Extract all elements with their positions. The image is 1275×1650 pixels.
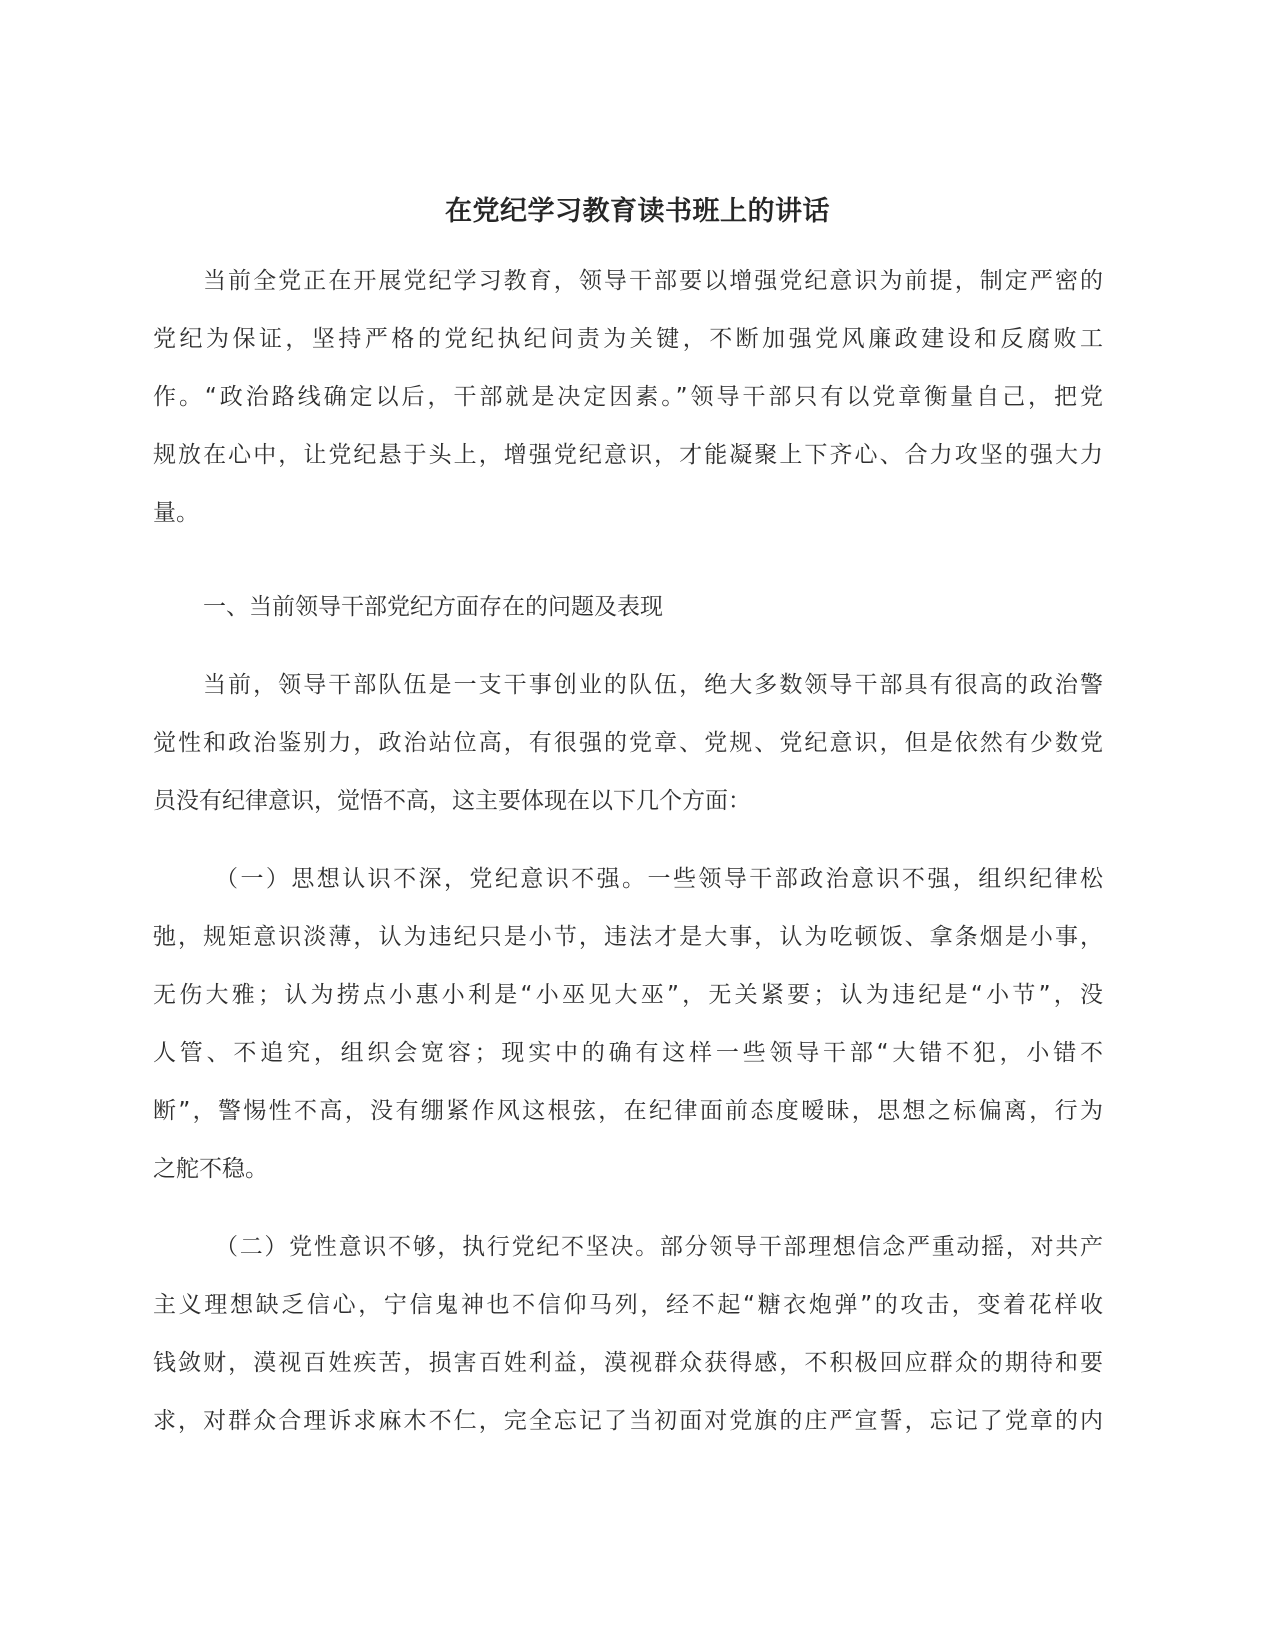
text-line: 当前，领导干部队伍是一支干事创业的队伍，绝大多数领导干部具有很高的政治警 xyxy=(203,672,1103,698)
text-line: （二）党性意识不够，执行党纪不坚决。部分领导干部理想信念严重动摇，对共产 xyxy=(215,1234,1103,1260)
section-heading-1 xyxy=(153,578,1103,636)
text-line: 作。“政治路线确定以后，干部就是决定因素。”领导干部只有以党章衡量自己，把党 xyxy=(153,384,1103,410)
section-heading-text: 一、当前领导干部党纪方面存在的问题及表现 xyxy=(203,594,663,620)
text-line: 之舵不稳。 xyxy=(153,1156,268,1182)
text-line: 人管、不追究，组织会宽容；现实中的确有这样一些领导干部“大错不犯，小错不 xyxy=(153,1040,1103,1066)
text-line: 员没有纪律意识，觉悟不高，这主要体现在以下几个方面： xyxy=(153,788,751,814)
text-line: 弛，规矩意识淡薄，认为违纪只是小节，违法才是大事，认为吃顿饭、拿条烟是小事， xyxy=(153,924,1103,950)
text-line: 规放在心中，让党纪悬于头上，增强党纪意识，才能凝聚上下齐心、合力攻坚的强大力 xyxy=(153,442,1103,468)
paragraph-point-2 xyxy=(153,1218,1103,1450)
text-line: 无伤大雅；认为捞点小惠小利是“小巫见大巫”，无关紧要；认为违纪是“小节”，没 xyxy=(153,982,1103,1008)
text-line: 断”，警惕性不高，没有绷紧作风这根弦，在纪律面前态度暧昧，思想之标偏离，行为 xyxy=(153,1098,1103,1124)
text-line: 求，对群众合理诉求麻木不仁，完全忘记了当初面对党旗的庄严宣誓，忘记了党章的内 xyxy=(153,1408,1103,1434)
text-line: 主义理想缺乏信心，宁信鬼神也不信仰马列，经不起“糖衣炮弹”的攻击，变着花样收 xyxy=(153,1292,1103,1318)
page-title: 在党纪学习教育读书班上的讲话 xyxy=(445,196,830,227)
text-line: 钱敛财，漠视百姓疾苦，损害百姓利益，漠视群众获得感，不积极回应群众的期待和要 xyxy=(153,1350,1103,1376)
text-line: （一）思想认识不深，党纪意识不强。一些领导干部政治意识不强，组织纪律松 xyxy=(215,866,1103,892)
text-line: 量。 xyxy=(153,500,199,526)
text-line: 当前全党正在开展党纪学习教育，领导干部要以增强党纪意识为前提，制定严密的 xyxy=(203,268,1103,294)
text-line: 觉性和政治鉴别力，政治站位高，有很强的党章、党规、党纪意识，但是依然有少数党 xyxy=(153,730,1103,756)
paragraph-point-1 xyxy=(153,850,1103,1198)
text-line: 党纪为保证，坚持严格的党纪执纪问责为关键，不断加强党风廉政建设和反腐败工 xyxy=(153,326,1103,352)
paragraph-overview xyxy=(153,656,1103,830)
paragraph-intro xyxy=(153,252,1103,542)
